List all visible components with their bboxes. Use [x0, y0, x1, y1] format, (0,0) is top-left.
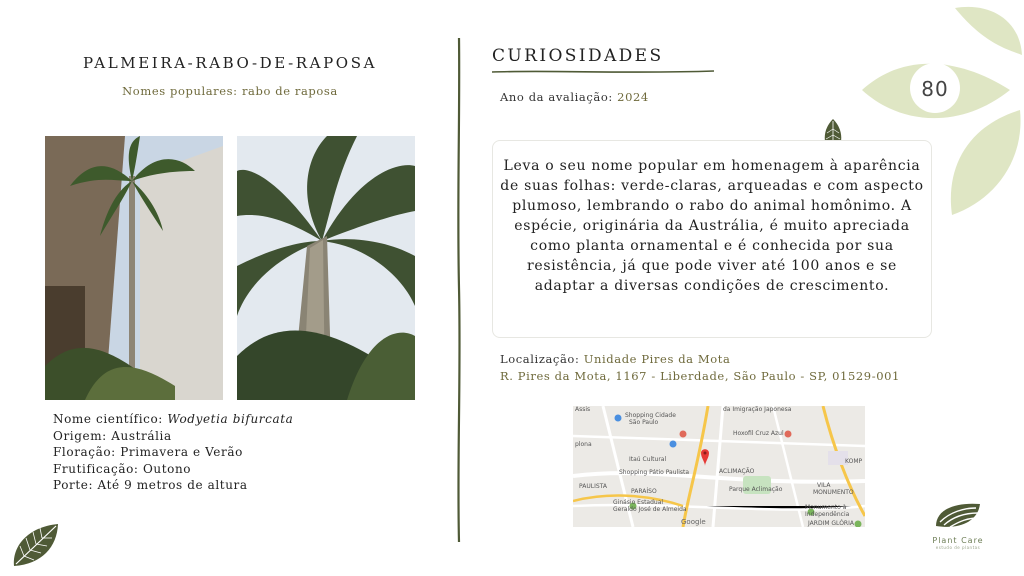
- popular-names-label: Nomes populares:: [122, 84, 238, 98]
- page-number: 80: [921, 77, 949, 101]
- map-label-paraiso: PARAÍSO: [631, 488, 657, 495]
- map-label-jardim: JARDIM GLÓRIA: [808, 520, 854, 527]
- map-label-ginasio: Ginásio Estadual: [613, 499, 664, 506]
- popular-names-value: rabo de raposa: [241, 84, 338, 98]
- evaluation-year-label: Ano da avaliação:: [500, 90, 613, 104]
- brand-tagline: estudo de plantas: [935, 545, 981, 550]
- map-label-paulista: PAULISTA: [579, 483, 607, 490]
- map-label-independencia: Independência: [805, 511, 850, 518]
- map-label-geraldo: Geraldo José de Almeida: [613, 506, 687, 513]
- fact-origin: Origem: Austrália: [53, 428, 172, 443]
- popular-names: [60, 84, 400, 98]
- map-label-shopping-cidade: Shopping Cidade: [625, 412, 676, 419]
- fact-size: Porte: Até 9 metros de altura: [53, 478, 248, 492]
- evaluation-year: [500, 90, 649, 104]
- brand-logo-icon: [932, 500, 984, 532]
- fact-fruiting: Frutificação: Outono: [53, 461, 192, 476]
- map-label-komp: KOMP: [845, 458, 863, 465]
- scientific-name-value: Wodyetia bifurcata: [167, 412, 294, 426]
- column-divider: [455, 38, 463, 542]
- map-label-monumento: MONUMENTO: [813, 489, 854, 496]
- curiosities-title: CURIOSIDADES: [492, 46, 664, 66]
- map-label-plona: plona: [575, 441, 592, 448]
- map-label-shopping-patio: Shopping Pátio Paulista: [619, 469, 690, 476]
- brand-name: Plant Care: [932, 536, 984, 545]
- title-underline: [492, 68, 714, 76]
- map-label-aclimacao: ACLIMAÇÃO: [719, 468, 755, 475]
- map-label-monumento-ind: Monumento à: [805, 504, 847, 511]
- leaf-icon-bottom-left: [12, 522, 60, 568]
- fact-scientific-name: [53, 411, 293, 428]
- plant-facts: [53, 411, 293, 494]
- scientific-name-label: Nome científico:: [53, 412, 163, 426]
- location-unit: Unidade Pires da Mota: [583, 352, 731, 366]
- brand-logo: [918, 500, 998, 550]
- curiosities-text: Leva o seu nome popular em homenagem à aparência de suas folhas: verde-claras, arqueadas e com aspecto plumoso, lembrando o rabo do animal homônimo. A espécie, originária da Austrália, é muito apreciada como planta ornamental e é conhecida por sua resistência, já que pode viver até 100 anos e se adaptar a diversas condições de crescimento.: [500, 158, 924, 294]
- map-label-imigracao: da Imigração Japonesa: [723, 406, 792, 413]
- map-google-logo: Google: [681, 518, 706, 526]
- evaluation-year-value: 2024: [617, 90, 649, 104]
- location-label: Localização:: [500, 352, 580, 366]
- location-line: [500, 352, 730, 366]
- location-address: R. Pires da Mota, 1167 - Liberdade, São Paulo - SP, 01529-001: [500, 369, 900, 383]
- fact-flowering: Floração: Primavera e Verão: [53, 445, 243, 459]
- plant-photo-trunk: [237, 136, 415, 400]
- map-label-itau: Itaú Cultural: [629, 456, 667, 463]
- plant-title: PALMEIRA-RABO-DE-RAPOSA: [82, 54, 378, 72]
- map-label-sao-paulo: São Paulo: [629, 419, 659, 426]
- map-label-vila: VILA: [817, 482, 831, 489]
- map-label-hoxofil: Hoxofil Cruz Azul: [733, 430, 784, 437]
- plant-photo-wall: [45, 136, 223, 400]
- location-map[interactable]: [573, 406, 865, 527]
- map-label-assis: Assis: [575, 406, 591, 413]
- map-label-parque: Parque Aclimação: [729, 486, 783, 493]
